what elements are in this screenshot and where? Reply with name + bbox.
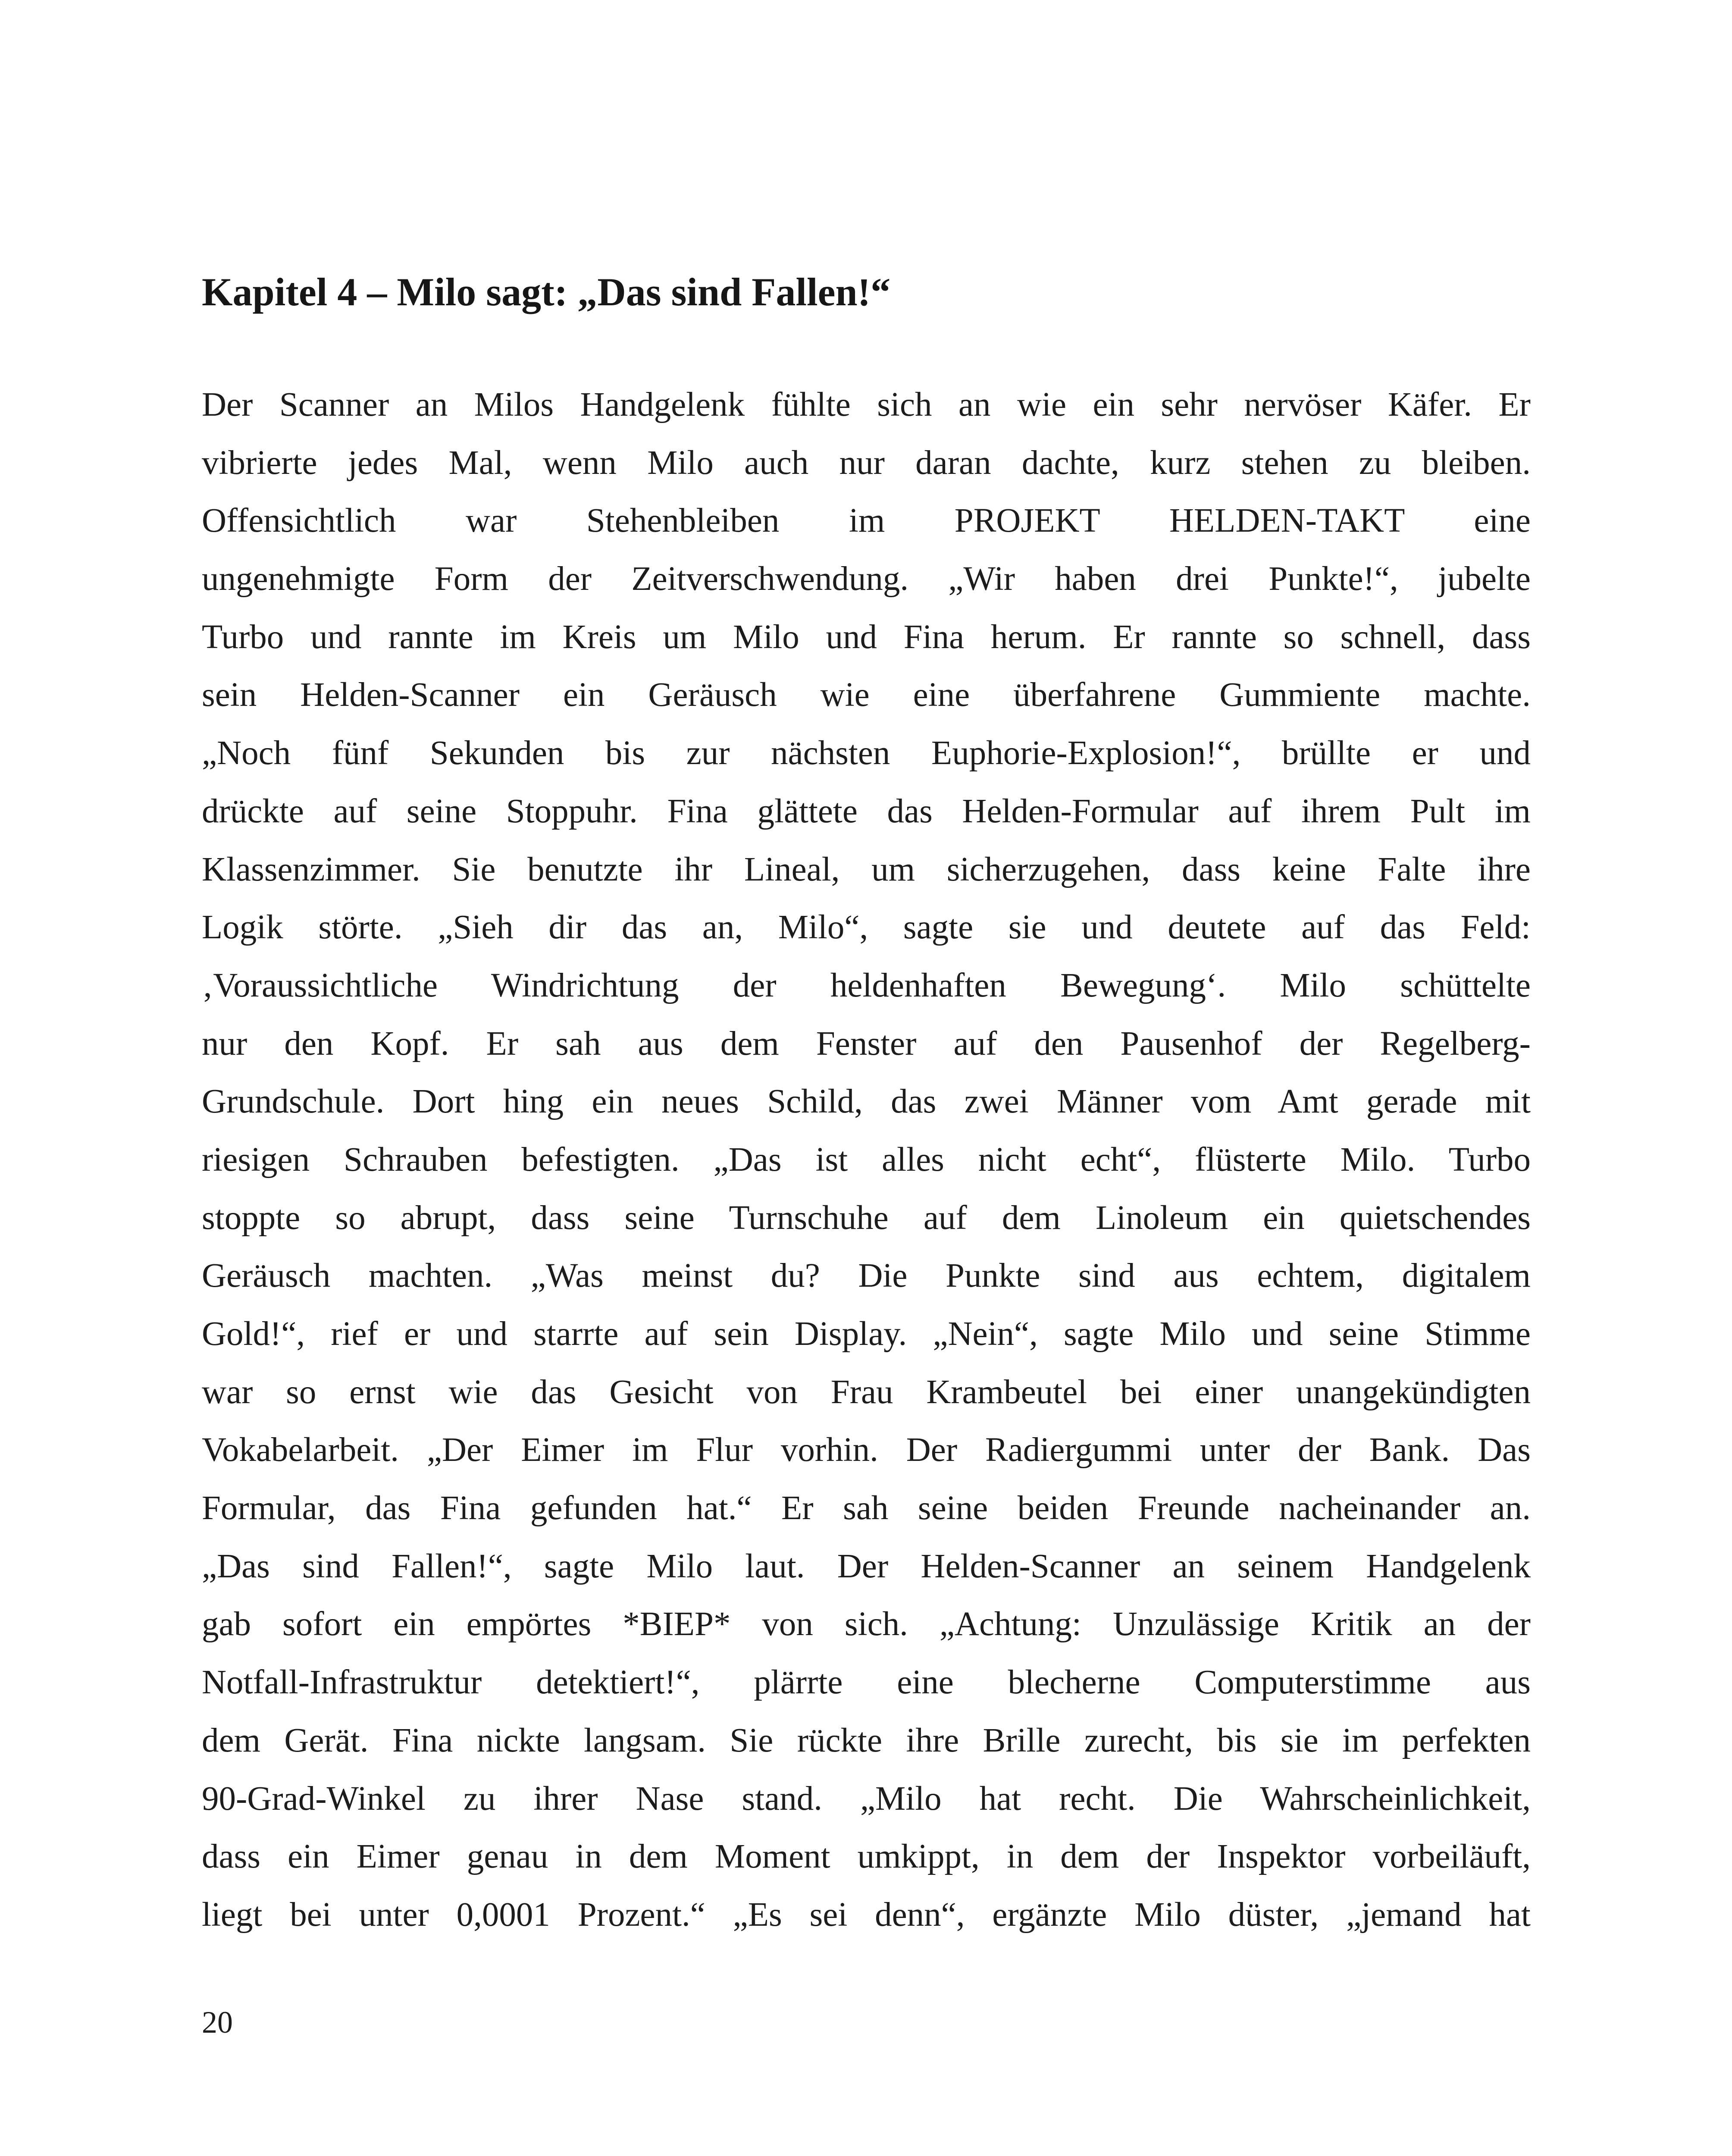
text-line: liegt bei unter 0,0001 Prozent.“ „Es sei denn“, ergänzte Milo düster, „jemand hat [202,1896,1531,1934]
page-number: 20 [202,2005,233,2040]
text-line: Notfall-Infrastruktur detektiert!“, plärrte eine blecherne Computerstimme aus [202,1664,1531,1702]
text-line: Grundschule. Dort hing ein neues Schild, das zwei Männer vom Amt gerade mit [202,1083,1531,1121]
text-line: „Das sind Fallen!“, sagte Milo laut. Der Helden-Scanner an seinem Handgelenk [202,1547,1531,1585]
chapter-body-text [202,376,1531,1944]
text-line: sein Helden-Scanner ein Geräusch wie eine überfahrene Gummiente machte. [202,676,1531,714]
text-line: gab sofort ein empörtes *BIEP* von sich. „Achtung: Unzulässige Kritik an der [202,1605,1531,1643]
text-line: Klassenzimmer. Sie benutzte ihr Lineal, um sicherzugehen, dass keine Falte ihre [202,850,1531,888]
text-line: Vokabelarbeit. „Der Eimer im Flur vorhin. Der Radiergummi unter der Bank. Das [202,1431,1531,1469]
text-line: drückte auf seine Stoppuhr. Fina glättete das Helden-Formular auf ihrem Pult im [202,792,1531,830]
text-line: war so ernst wie das Gesicht von Frau Krambeutel bei einer unangekündigten [202,1373,1531,1411]
text-line: nur den Kopf. Er sah aus dem Fenster auf den Pausenhof der Regelberg- [202,1025,1531,1062]
text-line: ungenehmigte Form der Zeitverschwendung. „Wir haben drei Punkte!“, jubelte [202,560,1531,598]
text-line: Formular, das Fina gefunden hat.“ Er sah seine beiden Freunde nacheinander an. [202,1489,1531,1527]
text-line: „Noch fünf Sekunden bis zur nächsten Euphorie-Explosion!“, brüllte er und [202,734,1531,772]
text-line: 90-Grad-Winkel zu ihrer Nase stand. „Milo hat recht. Die Wahrscheinlichkeit, [202,1780,1531,1818]
text-line: dass ein Eimer genau in dem Moment umkippt, in dem der Inspektor vorbeiläuft, [202,1838,1531,1876]
text-line: Der Scanner an Milos Handgelenk fühlte sich an wie ein sehr nervöser Käfer. Er [202,386,1531,423]
text-line: Offensichtlich war Stehenbleiben im PROJEKT HELDEN-TAKT eine [202,502,1531,540]
chapter-title: Kapitel 4 – Milo sagt: „Das sind Fallen!“ [202,270,891,314]
text-line: riesigen Schrauben befestigten. „Das ist alles nicht echt“, flüsterte Milo. Turbo [202,1141,1531,1178]
text-line: dem Gerät. Fina nickte langsam. Sie rückte ihre Brille zurecht, bis sie im perfekten [202,1721,1531,1759]
text-line: Logik störte. „Sieh dir das an, Milo“, sagte sie und deutete auf das Feld: [202,909,1531,946]
text-line: ‚Voraussichtliche Windrichtung der heldenhaften Bewegung‘. Milo schüttelte [202,966,1531,1004]
text-line: Turbo und rannte im Kreis um Milo und Fina herum. Er rannte so schnell, dass [202,618,1531,656]
text-line: vibrierte jedes Mal, wenn Milo auch nur daran dachte, kurz stehen zu bleiben. [202,444,1531,482]
text-line: Gold!“, rief er und starrte auf sein Display. „Nein“, sagte Milo und seine Stimme [202,1315,1531,1353]
text-line: stoppte so abrupt, dass seine Turnschuhe auf dem Linoleum ein quietschendes [202,1199,1531,1237]
text-line: Geräusch machten. „Was meinst du? Die Punkte sind aus echtem, digitalem [202,1257,1531,1295]
